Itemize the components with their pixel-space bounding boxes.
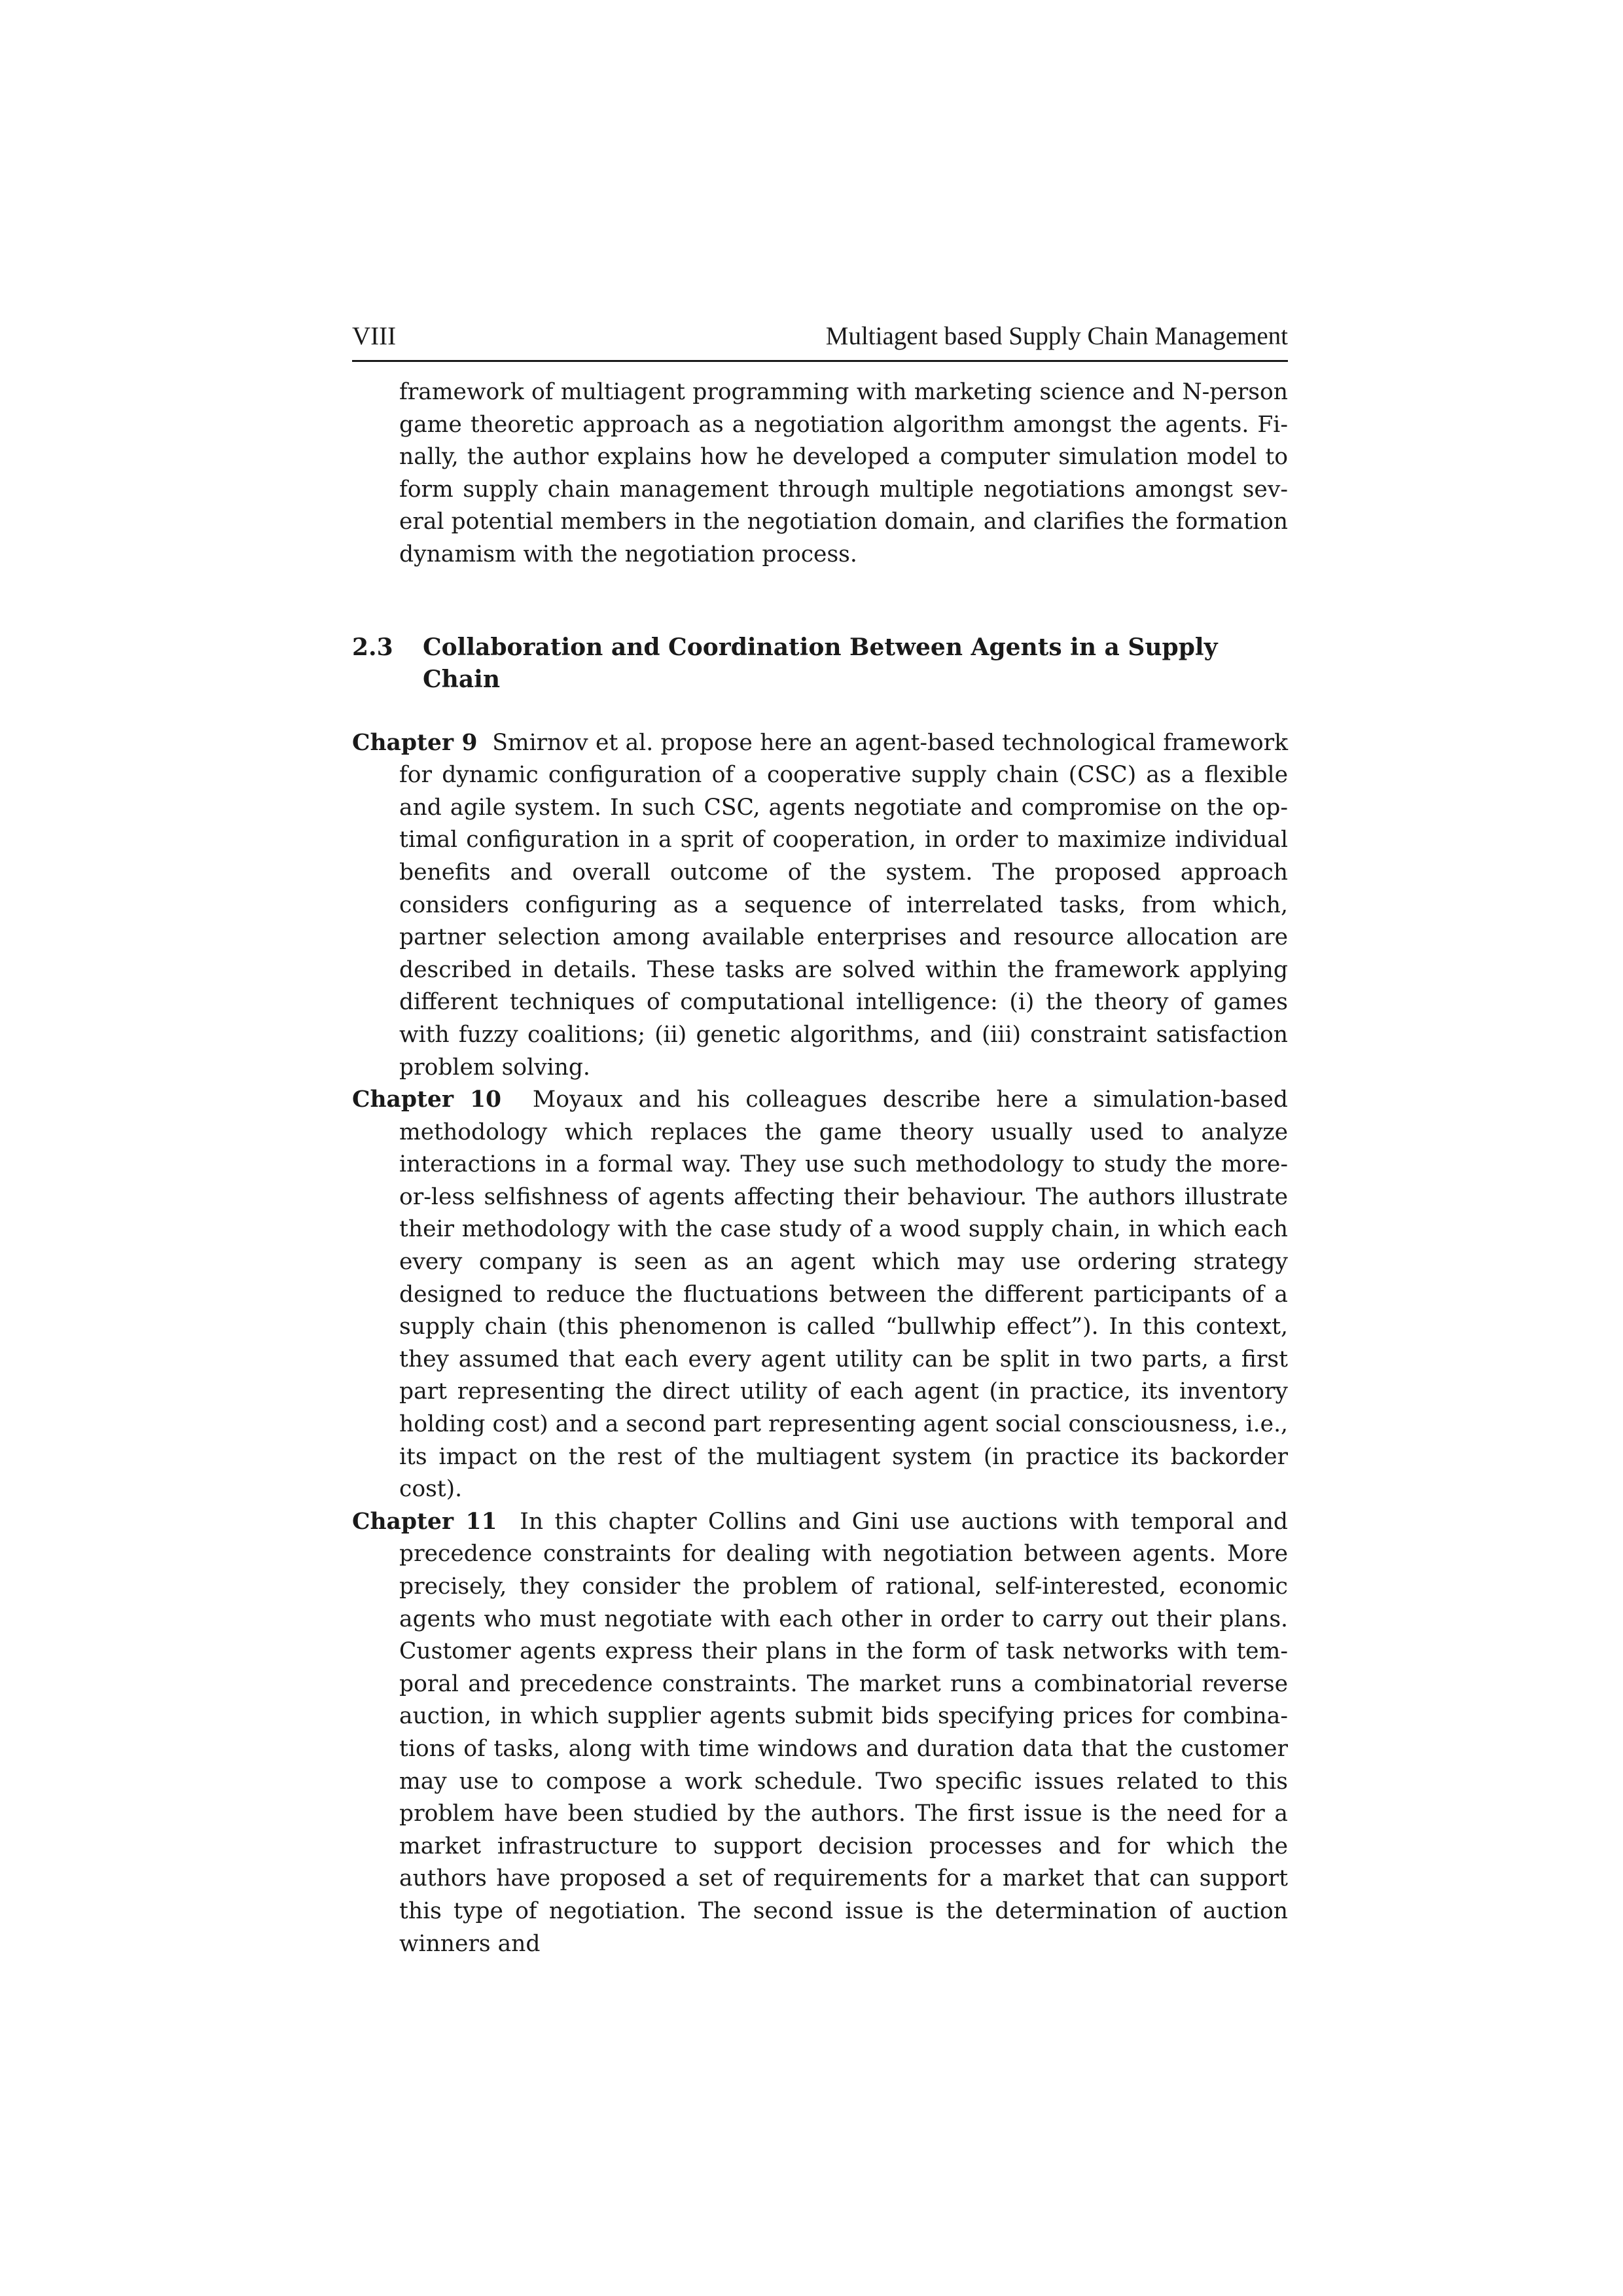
- chapter-description: Moyaux and his colleagues describe here a simulation-based methodology which replaces the game theory usually used to analyze interactions in a formal way. They use such methodology to study the more-or-less selfishness of agents affecting their behaviour. The authors illustrate their methodology with the case study of a wood supply chain, in which each every company is seen as an agent which may use ordering strategy designed to reduce the fluctuations between the different participants of a supply chain (this phenomenon is called “bullwhip effect”). In this context, they assumed that each every agent utility can be split in two parts, a first part representing the direct utility of each agent (in practice, its inventory holding cost) and a second part representing agent social consciousness, i.e., its impact on the rest of the multiagent system (in practice its backorder cost).: [399, 1086, 1288, 1503]
- chapter-description: Smirnov et al. propose here an agent-based technological framework for dynamic configuration of a cooperative supply chain (CSC) as a flexible and agile system. In such CSC, agents negotiate and compromise on the optimal configuration in a sprit of cooperation, in order to maximize individual benefits and overall outcome of the system. The proposed approach considers configuring as a sequence of interrelated tasks, from which, partner selection among available enterprises and resource allocation are described in details. These tasks are solved within the framework applying different techniques of computational intelligence: (i) the theory of games with fuzzy coalitions; (ii) genetic algorithms, and (iii) constraint satisfaction problem solving.: [399, 729, 1288, 1081]
- chapter-label: Chapter 9: [352, 729, 478, 756]
- chapter-description: In this chapter Collins and Gini use auctions with temporal and precedence constraints for dealing with negotiation between agents. More precisely, they consider the problem of rational, self-interested, economic agents who must negotiate with each other in order to carry out their plans. Customer agents express their plans in the form of task networks with temporal and precedence constraints. The market runs a combinatorial reverse auction, in which supplier agents submit bids specifying prices for combinations of tasks, along with time windows and duration data that the customer may use to compose a work schedule. Two specific issues related to this problem have been studied by the authors. The first issue is the need for a market infrastructure to support decision processes and for which the authors have proposed a set of requirements for a market that can support this type of negotiation. The second issue is the determination of auction winners and: [399, 1508, 1289, 1957]
- section-heading: [352, 632, 1288, 696]
- section-title: Collaboration and Coordination Between Agents in a Supply Chain: [423, 633, 1218, 693]
- chapter-list: [352, 727, 1288, 1961]
- page-number: VIII: [352, 322, 397, 350]
- running-head: [352, 321, 1288, 362]
- chapter-item-9: [352, 727, 1288, 1085]
- chapter-label: Chapter 10: [352, 1086, 502, 1113]
- chapter-item-11: [352, 1506, 1288, 1960]
- intro-paragraph: framework of multiagent programming with marketing science and N-person game theoretic approach as a negotiation algorithm amongst the agents. Finally, the author explains how he developed a computer simulation model to form supply chain management through multiple negotiations amongst several potential members in the negotiation domain, and clarifies the formation dynamism with the negotiation process.: [399, 379, 1288, 567]
- running-title: Multiagent based Supply Chain Management: [825, 322, 1288, 350]
- book-page: [352, 321, 1288, 1960]
- chapter-label: Chapter 11: [352, 1508, 497, 1535]
- section-number: 2.3: [352, 633, 393, 661]
- chapter-item-10: [352, 1084, 1288, 1506]
